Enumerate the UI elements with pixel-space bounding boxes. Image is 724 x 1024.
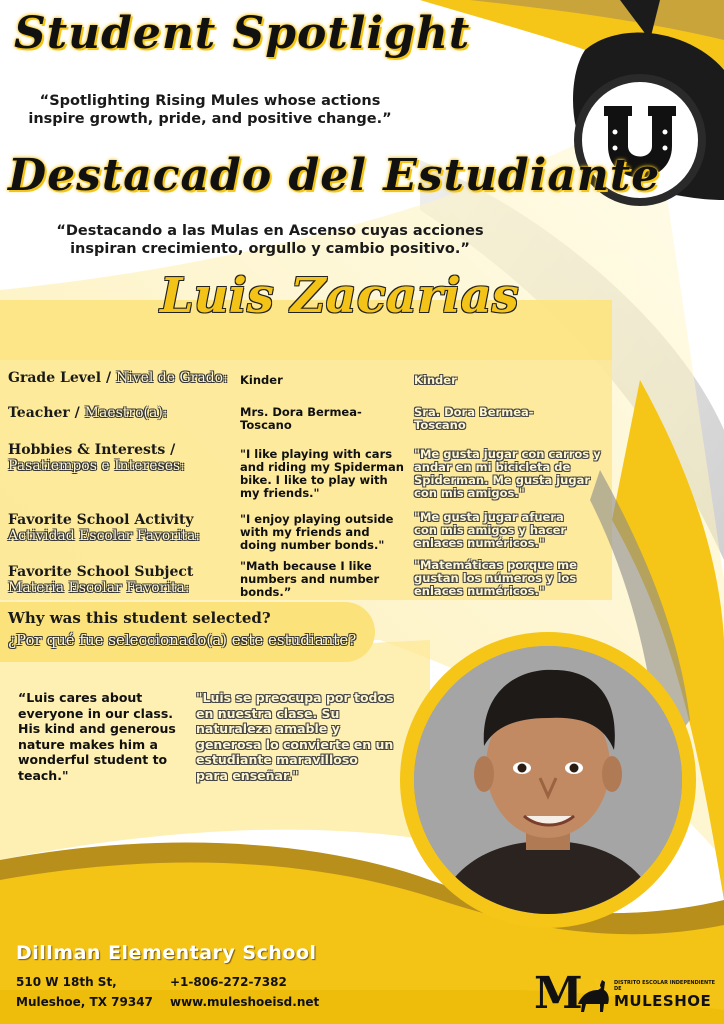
- subject-value-spanish: "Matemáticas porque me gustan los números y los enlaces numéricos.": [414, 558, 577, 598]
- teacher-quote-spanish: "Luis se preocupa por todos en nuestra clase. Su naturaleza amable y generosa lo convierte en un estudiante maravilloso para enseñar.": [196, 690, 394, 783]
- hobbies-value-spanish: "Me gusta jugar con carros y andar en mi bicicleta de Spiderman. Me gusta jugar con mis amigos.": [414, 447, 601, 500]
- school-contact: [170, 972, 370, 1012]
- mule-icon: [574, 974, 614, 1014]
- grade-level-value-spanish: Kinder: [414, 373, 457, 387]
- student-photo: [414, 646, 682, 914]
- teacher-label: Teacher / Maestro(a):: [8, 405, 168, 421]
- title-english: Student Spotlight: [14, 8, 471, 59]
- phone-number[interactable]: +1-806-272-7382: [170, 975, 287, 989]
- subject-label: Favorite School Subject Materia Escolar Favorita:: [8, 564, 194, 596]
- hobbies-value: "I like playing with cars and riding my Spiderman bike. I like to play with my friends.": [240, 447, 404, 500]
- district-m-letter: M: [534, 968, 583, 1019]
- school-address: [16, 972, 166, 1012]
- tagline-english: “Spotlighting Rising Mules whose actions inspire growth, pride, and positive change.”: [28, 93, 392, 127]
- teacher-value-spanish: Sra. Dora Bermea-Toscano: [414, 405, 534, 432]
- why-question-english: Why was this student selected?: [8, 609, 271, 627]
- why-question-spanish: ¿Por qué fue seleccionado(a) este estudiante?: [8, 631, 357, 649]
- grade-level-value: Kinder: [240, 373, 283, 387]
- subject-value: "Math because I like numbers and number bonds.”: [240, 559, 380, 599]
- activity-label: Favorite School Activity Actividad Escolar Favorita:: [8, 512, 201, 544]
- address-line-1: 510 W 18th St,: [16, 975, 117, 989]
- address-line-2: Muleshoe, TX 79347: [16, 995, 153, 1009]
- district-text: [614, 980, 724, 1010]
- grade-level-label: Grade Level / Nivel de Grado:: [8, 370, 228, 386]
- school-name: Dillman Elementary School: [16, 942, 317, 964]
- website-link[interactable]: www.muleshoeisd.net: [170, 995, 320, 1009]
- student-name: Luis Zacarias: [160, 268, 519, 324]
- hobbies-label: Hobbies & Interests / Pasatiempos e Intereses:: [8, 442, 185, 474]
- teacher-quote-english: “Luis cares about everyone in our class. His kind and generous nature makes him a wonderful student to teach.": [18, 690, 176, 783]
- teacher-value: Mrs. Dora Bermea-Toscano: [240, 405, 362, 432]
- activity-value: "I enjoy playing outside with my friends and doing number bonds.": [240, 512, 394, 552]
- title-spanish: Destacado del Estudiante: [8, 150, 661, 201]
- activity-value-spanish: "Me gusta jugar afuera con mis amigos y hacer enlaces numéricos.": [414, 510, 567, 550]
- tagline-spanish: “Destacando a las Mulas en Ascenso cuyas acciones inspiran crecimiento, orgullo y cambio positivo.”: [56, 223, 484, 257]
- district-tagline: DISTRITO ESCOLAR INDEPENDIENTE DE: [614, 980, 716, 992]
- district-name: MULESHOE: [614, 992, 712, 1010]
